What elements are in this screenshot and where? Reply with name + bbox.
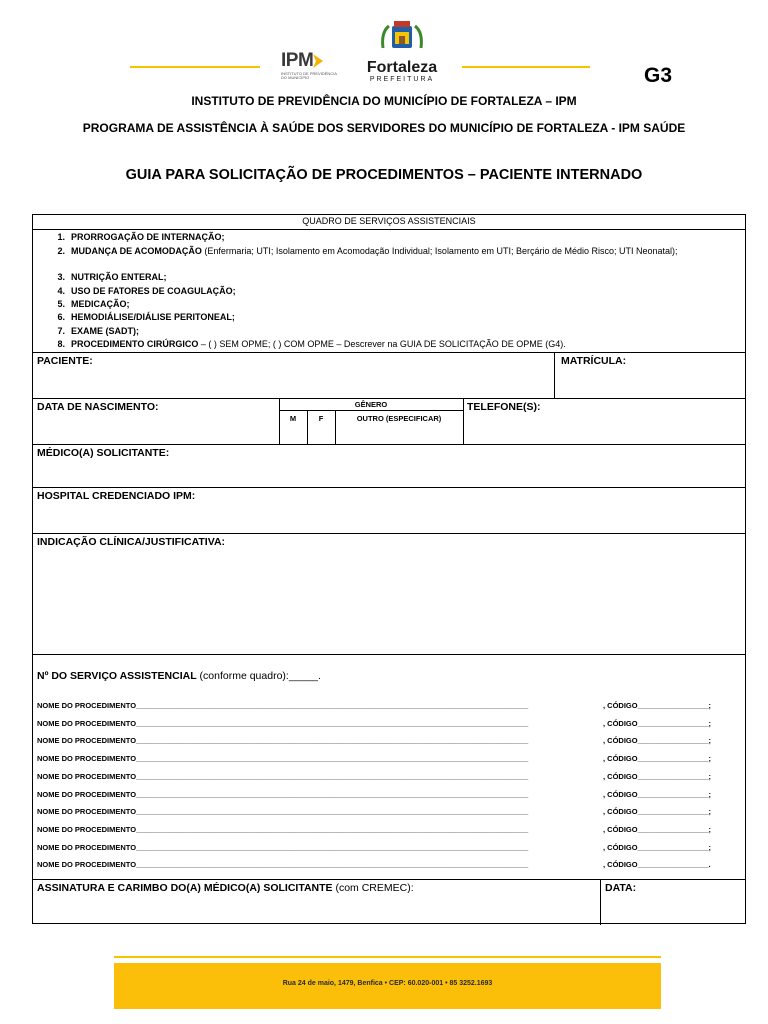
procedure-code-field[interactable]: , CÓDIGO_________________; <box>603 701 711 710</box>
procedure-name-field[interactable]: NOME DO PROCEDIMENTO______________________________________________________________________________________________ <box>37 754 529 764</box>
fortaleza-logo <box>360 18 444 82</box>
service-item-title: HEMODIÁLISE/DIÁLISE PERITONEAL; <box>71 312 235 322</box>
service-number-note: (conforme quadro):_____. <box>196 670 321 682</box>
gender-m-option[interactable]: M <box>289 414 297 423</box>
footer-address: Rua 24 de maio, 1479, Benfica • CEP: 60.020-001 • 85 3252.1693 <box>282 980 493 987</box>
service-item-number: 5. <box>57 299 65 309</box>
form-code: G3 <box>644 64 673 87</box>
service-item-text <box>71 299 751 309</box>
gender-f-option[interactable]: F <box>318 414 324 423</box>
service-number-title: Nº DO SERVIÇO ASSISTENCIAL <box>37 670 197 682</box>
procedure-name-field[interactable]: NOME DO PROCEDIMENTO______________________________________________________________________________________________ <box>37 701 529 710</box>
divider <box>33 444 745 445</box>
service-item-text <box>71 286 751 296</box>
procedure-code-field[interactable]: , CÓDIGO_________________; <box>603 736 711 746</box>
divider <box>33 487 745 488</box>
service-item-number: 1. <box>57 232 65 242</box>
request-form <box>32 214 746 924</box>
service-item-title: USO DE FATORES DE COAGULAÇÃO; <box>71 286 236 296</box>
divider <box>33 879 745 880</box>
service-item-title: EXAME (SADT); <box>71 326 139 336</box>
divider <box>554 352 555 398</box>
registration-field[interactable] <box>557 367 741 395</box>
institute-name: INSTITUTO DE PREVIDÊNCIA DO MUNICÍPIO DE FORTALEZA – IPM <box>191 94 577 108</box>
procedure-code-field[interactable]: , CÓDIGO_________________; <box>603 754 711 764</box>
service-item-text <box>71 312 751 322</box>
divider <box>33 229 745 230</box>
service-item-text <box>71 326 751 336</box>
patient-field[interactable] <box>37 367 549 395</box>
footer-bar <box>114 963 661 1009</box>
header-rule-left <box>130 66 260 68</box>
ipm-logo-subtext: INSTITUTO DE PREVIDÊNCIA DO MUNICÍPIO <box>281 71 337 80</box>
procedure-code-field[interactable]: , CÓDIGO_________________. <box>603 860 711 870</box>
service-item-number: 3. <box>57 272 65 282</box>
footer-rule <box>114 956 661 958</box>
service-number-label <box>37 670 321 682</box>
procedure-name-field[interactable]: NOME DO PROCEDIMENTO______________________________________________________________________________________________ <box>37 807 529 817</box>
procedure-name-field[interactable]: NOME DO PROCEDIMENTO______________________________________________________________________________________________ <box>37 736 529 746</box>
procedure-name-field[interactable]: NOME DO PROCEDIMENTO______________________________________________________________________________________________ <box>37 842 529 852</box>
header-rule-right <box>462 66 590 68</box>
service-item-number: 7. <box>57 326 65 336</box>
service-item-detail: (Enfermaria; UTI; Isolamento em Acomodação Individual; Isolamento em UTI; Berçário de Médio Risco; UTI Neonatal); <box>201 246 678 256</box>
gender-other-option[interactable]: OUTRO (ESPECIFICAR) <box>356 414 442 423</box>
date-label: DATA: <box>605 882 637 894</box>
procedure-code-field[interactable]: , CÓDIGO_________________; <box>603 842 711 852</box>
procedure-code-field[interactable]: , CÓDIGO_________________; <box>603 771 711 781</box>
divider <box>33 533 745 534</box>
service-item-text <box>71 232 751 242</box>
hospital-label: HOSPITAL CREDENCIADO IPM: <box>37 490 196 502</box>
procedure-name-field[interactable]: NOME DO PROCEDIMENTO______________________________________________________________________________________________ <box>37 860 529 870</box>
service-item-number: 8. <box>57 339 65 349</box>
arrow-icon <box>313 54 323 68</box>
divider <box>600 879 601 925</box>
service-item-text <box>71 246 751 256</box>
procedure-name-field[interactable]: NOME DO PROCEDIMENTO______________________________________________________________________________________________ <box>37 771 529 781</box>
procedure-code-field[interactable]: , CÓDIGO_________________; <box>603 718 711 728</box>
procedure-code-field[interactable]: , CÓDIGO_________________; <box>603 789 711 799</box>
city-crest-icon <box>379 18 425 54</box>
registration-label: MATRÍCULA: <box>561 355 627 367</box>
clinical-indication-field[interactable] <box>37 551 741 651</box>
divider <box>33 398 745 399</box>
clinical-indication-label: INDICAÇÃO CLÍNICA/JUSTIFICATIVA: <box>37 536 226 548</box>
service-item-number: 4. <box>57 286 65 296</box>
divider <box>33 352 745 353</box>
service-item-title: MEDICAÇÃO; <box>71 299 130 309</box>
requesting-doctor-label: MÉDICO(A) SOLICITANTE: <box>37 447 170 459</box>
services-title: QUADRO DE SERVIÇOS ASSISTENCIAIS <box>302 216 476 226</box>
fortaleza-logo-sub: PREFEITURA <box>369 76 435 83</box>
service-item-detail: – ( ) SEM OPME; ( ) COM OPME – Descrever na GUIA DE SOLICITAÇÃO DE OPME (G4). <box>198 339 566 349</box>
signature-label <box>37 882 414 894</box>
procedure-code-field[interactable]: , CÓDIGO_________________; <box>603 807 711 817</box>
procedure-name-field[interactable]: NOME DO PROCEDIMENTO______________________________________________________________________________________________ <box>37 824 529 834</box>
service-item-title: PRORROGAÇÃO DE INTERNAÇÃO; <box>71 232 225 242</box>
service-item-text <box>71 272 751 282</box>
service-item-number: 6. <box>57 312 65 322</box>
fortaleza-logo-name: Fortaleza <box>366 59 438 76</box>
procedure-name-field[interactable]: NOME DO PROCEDIMENTO______________________________________________________________________________________________ <box>37 789 529 799</box>
phone-label: TELEFONE(S): <box>467 401 541 413</box>
birth-date-label: DATA DE NASCIMENTO: <box>37 401 159 413</box>
divider <box>33 654 745 655</box>
service-item-number: 2. <box>57 246 65 256</box>
ipm-logo <box>281 50 345 82</box>
signature-title: ASSINATURA E CARIMBO DO(A) MÉDICO(A) SOLICITANTE <box>37 882 333 894</box>
service-item-text <box>71 339 751 349</box>
program-name: PROGRAMA DE ASSISTÊNCIA À SAÚDE DOS SERVIDORES DO MUNICÍPIO DE FORTALEZA - IPM SAÚDE <box>82 121 686 135</box>
service-item-title: NUTRIÇÃO ENTERAL; <box>71 272 167 282</box>
signature-note: (com CREMEC): <box>332 882 414 894</box>
page-title: GUIA PARA SOLICITAÇÃO DE PROCEDIMENTOS – PACIENTE INTERNADO <box>125 167 643 183</box>
service-item-title: PROCEDIMENTO CIRÚRGICO <box>71 339 199 349</box>
gender-label: GÊNERO <box>354 400 388 409</box>
patient-label: PACIENTE: <box>37 355 93 367</box>
procedure-code-field[interactable]: , CÓDIGO_________________; <box>603 824 711 834</box>
procedure-name-field[interactable]: NOME DO PROCEDIMENTO______________________________________________________________________________________________ <box>37 718 529 728</box>
divider <box>463 398 464 444</box>
ipm-logo-text: IPM <box>281 50 314 71</box>
service-item-title: MUDANÇA DE ACOMODAÇÃO <box>71 246 202 256</box>
